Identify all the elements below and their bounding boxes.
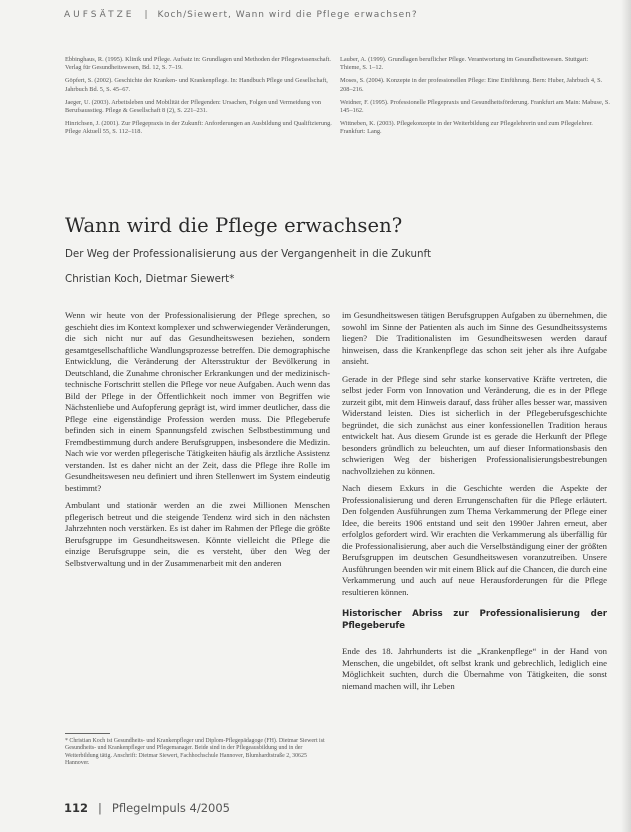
body-paragraph: Nach diesem Exkurs in die Geschichte werden die Aspekte der Professionalisierung und deren Errungenschaften für die Pflege erläutert. Den folgenden Ausführungen zum Thema Verkammerung der Pflege einer Idee, die bereits 1906 entstand und seit den 1990er Jahren erneut, aber erfolglos gefordert wird. Wir erachten die Verkammerung als überfällig für die Professionalisierung, aber auch die Verselbständigung einer der größten Berufsgruppen im deutschen Gesundheitswesen voranzutreiben. Unsere Ausführungen beenden wir mit einem Blick auf die Chancen, die durch eine Verkammerung und auch auf neue Herausforderungen für die Pflege resultieren können. bbox=[342, 483, 607, 597]
reference-entry: Göpfert, S. (2002). Geschichte der Kranken- und Krankenpflege. In: Handbuch Pflege und Gesellschaft, Jahrbuch Bd. 5, S. 45–67. bbox=[65, 77, 328, 93]
body-paragraph: im Gesundheitswesen tätigen Berufsgruppen Aufgaben zu übernehmen, die sowohl im Sinne der Patienten als auch im Sinne des Gesundheitssystems liegen? Die Traditionalisten im Gesundheitswesen werden darauf hinweisen, dass die Krankenpflege das schon seit jeher als ihre Aufgabe ansieht. bbox=[342, 310, 607, 366]
running-header bbox=[64, 10, 418, 20]
reference-entry: Hinrichsen, J. (2001). Zur Pflegepraxis in der Zukunft: Anforderungen an Ausbildung und Qualifizierung. Pflege Aktuell 55, S. 112–118. bbox=[65, 120, 332, 136]
running-title: Koch/Siewert, Wann wird die Pflege erwachsen? bbox=[157, 10, 418, 20]
article-authors: Christian Koch, Dietmar Siewert* bbox=[65, 273, 235, 285]
footer-separator: | bbox=[98, 801, 102, 815]
reference-entry: Jaeger, U. (2003). Arbeitsleben und Mobilität der Pflegenden: Ursachen, Folgen und Vermeidung von Berufsausstieg. Pflege & Gesellschaft 8 (2), S. 221–231. bbox=[65, 98, 321, 115]
reference-entry: Wittneben, K. (2003). Pflegekonzepte in der Weiterbildung zur Pflegelehrerin und zum Pflegelehrer. Frankfurt: Lang. bbox=[340, 120, 593, 136]
reference-entry: Weidner, F. (1995). Professionelle Pflegepraxis und Gesundheitsförderung. Frankfurt am Main: Mabuse, S. 145–162. bbox=[340, 98, 610, 115]
body-paragraph: Ende des 18. Jahrhunderts ist die „Krankenpflege“ in der Hand von Menschen, die ungebildet, oft selbst krank und gebrechlich, lediglich eine Möglichkeit suchten, durch die Übernahme von Tätigkeiten, die sonst niemand machen will, ihr Leben bbox=[342, 646, 607, 691]
section-subheading: Historischer Abriss zur Professionalisierung der Pflegeberufe bbox=[342, 609, 607, 631]
page-number: 112 bbox=[64, 801, 89, 815]
header-separator: | bbox=[144, 10, 148, 20]
body-paragraph: Ambulant und stationär werden an die zwei Millionen Menschen pflegerisch betreut und die steigende Tendenz wird sich in den nächsten Jahrzehnten noch verstärken. Es ist daher im Rahmen der Pflege die größte Berufsgruppe im Gesundheitswesen. Könnte vielleicht die Pflege die einzige Berufsgruppe sein, die es versteht, über den Weg der Selbstverwaltung und in der Zusammenarbeit mit den anderen bbox=[65, 500, 330, 568]
article-title: Wann wird die Pflege erwachsen? bbox=[65, 214, 403, 237]
references-left bbox=[65, 56, 335, 142]
page-footer bbox=[64, 801, 230, 815]
reference-entry: Lauber, A. (1999). Grundlagen beruflicher Pflege. Verantwortung im Gesundheitswesen. Stuttgart: Thieme, S. 1–12. bbox=[340, 56, 589, 72]
section-label: AUFSÄTZE bbox=[64, 10, 135, 20]
journal-issue: PflegeImpuls 4/2005 bbox=[111, 801, 231, 815]
body-paragraph: Wenn wir heute von der Professionalisierung der Pflege sprechen, so geschieht dies im Kontext komplexer und schwerwiegender Veränderungen, die sich nicht nur auf das Gesundheitswesen beziehen, sondern gesamtgesellschaftliche Wandlungsprozesse betreffen. Die demographische Entwicklung, die Veränderung der Altersstruktur der Bevölkerung in Deutschland, die Zunahme chronischer Erkrankungen und der medizinisch-technische Fortschritt stellen die Pflege vor neue Aufgaben. Auch wenn das Bild der Pflege in der Öffentlichkeit noch immer von Begriffen wie Nächstenliebe und Aufopferung geprägt ist, wird immer deutlicher, dass die Pflege eine eigenständige Profession werden muss. Die Pflegeberufe befinden sich in einem Spannungsfeld zwischen Selbstbestimmung und Fremdbestimmung durch andere Berufsgruppen, insbesondere die Medizin. Nach wie vor werden pflegerische Tätigkeiten häufig als ärztliche Assistenz verstanden. Ist es daher nicht an der Zeit, dass die Pflege ihre Rolle im Gesundheitswesen neu definiert und ihren Stellenwert im System eindeutig bestimmt? bbox=[65, 310, 330, 493]
footnote-rule bbox=[65, 733, 110, 734]
body-column-right bbox=[342, 310, 607, 698]
body-column-left bbox=[65, 310, 330, 575]
author-footnote: * Christian Koch ist Gesundheits- und Krankenpfleger und Diplom-Pflegepädagoge (FH). Dietmar Siewert ist Gesundheits- und Krankenpfleger und Pflegemanager. Beide sind in der Pflegeausbildung und in der Weiterbildung tätig. Anschrift: Dietmar Siewert, Fachhochschule Hannover, Blumhardtstraße 2, 30625 Hannover. bbox=[65, 738, 325, 767]
body-paragraph: Gerade in der Pflege sind sehr starke konservative Kräfte vertreten, die selbst jeder Form von Innovation und Veränderung, die es in der Pflege zurzeit gibt, mit dem Hinweis darauf, dass früher alles besser war, massiven Widerstand leisten. Dies ist sicherlich in der Pflegeberufsgeschichte begründet, die sich zunächst aus einer konfessionellen Tradition heraus entwickelt hat. Aus diesem Grunde ist es gerade die Herkunft der Pflege besonders gründlich zu beleuchten, um auf dieser Informationsbasis den schwierigen Weg der bisherigen Professionalisierungsbestrebungen nachvollziehen zu können. bbox=[342, 373, 607, 476]
reference-entry: Moses, S. (2004). Konzepte in der professionellen Pflege: Eine Einführung. Bern: Huber, Jahrbuch 4, S. 208–216. bbox=[340, 77, 603, 93]
page-binding-shadow bbox=[621, 0, 631, 832]
reference-entry: Ebbinghaus, R. (1995). Klinik und Pflege. Aufsatz in: Grundlagen und Methoden der Pflegewissenschaft. Verlag für Gesundheitswesen, Bd. 12, S. 7–19. bbox=[65, 56, 331, 72]
article-subtitle: Der Weg der Professionalisierung aus der Vergangenheit in die Zukunft bbox=[65, 248, 431, 260]
references-right bbox=[340, 56, 610, 142]
